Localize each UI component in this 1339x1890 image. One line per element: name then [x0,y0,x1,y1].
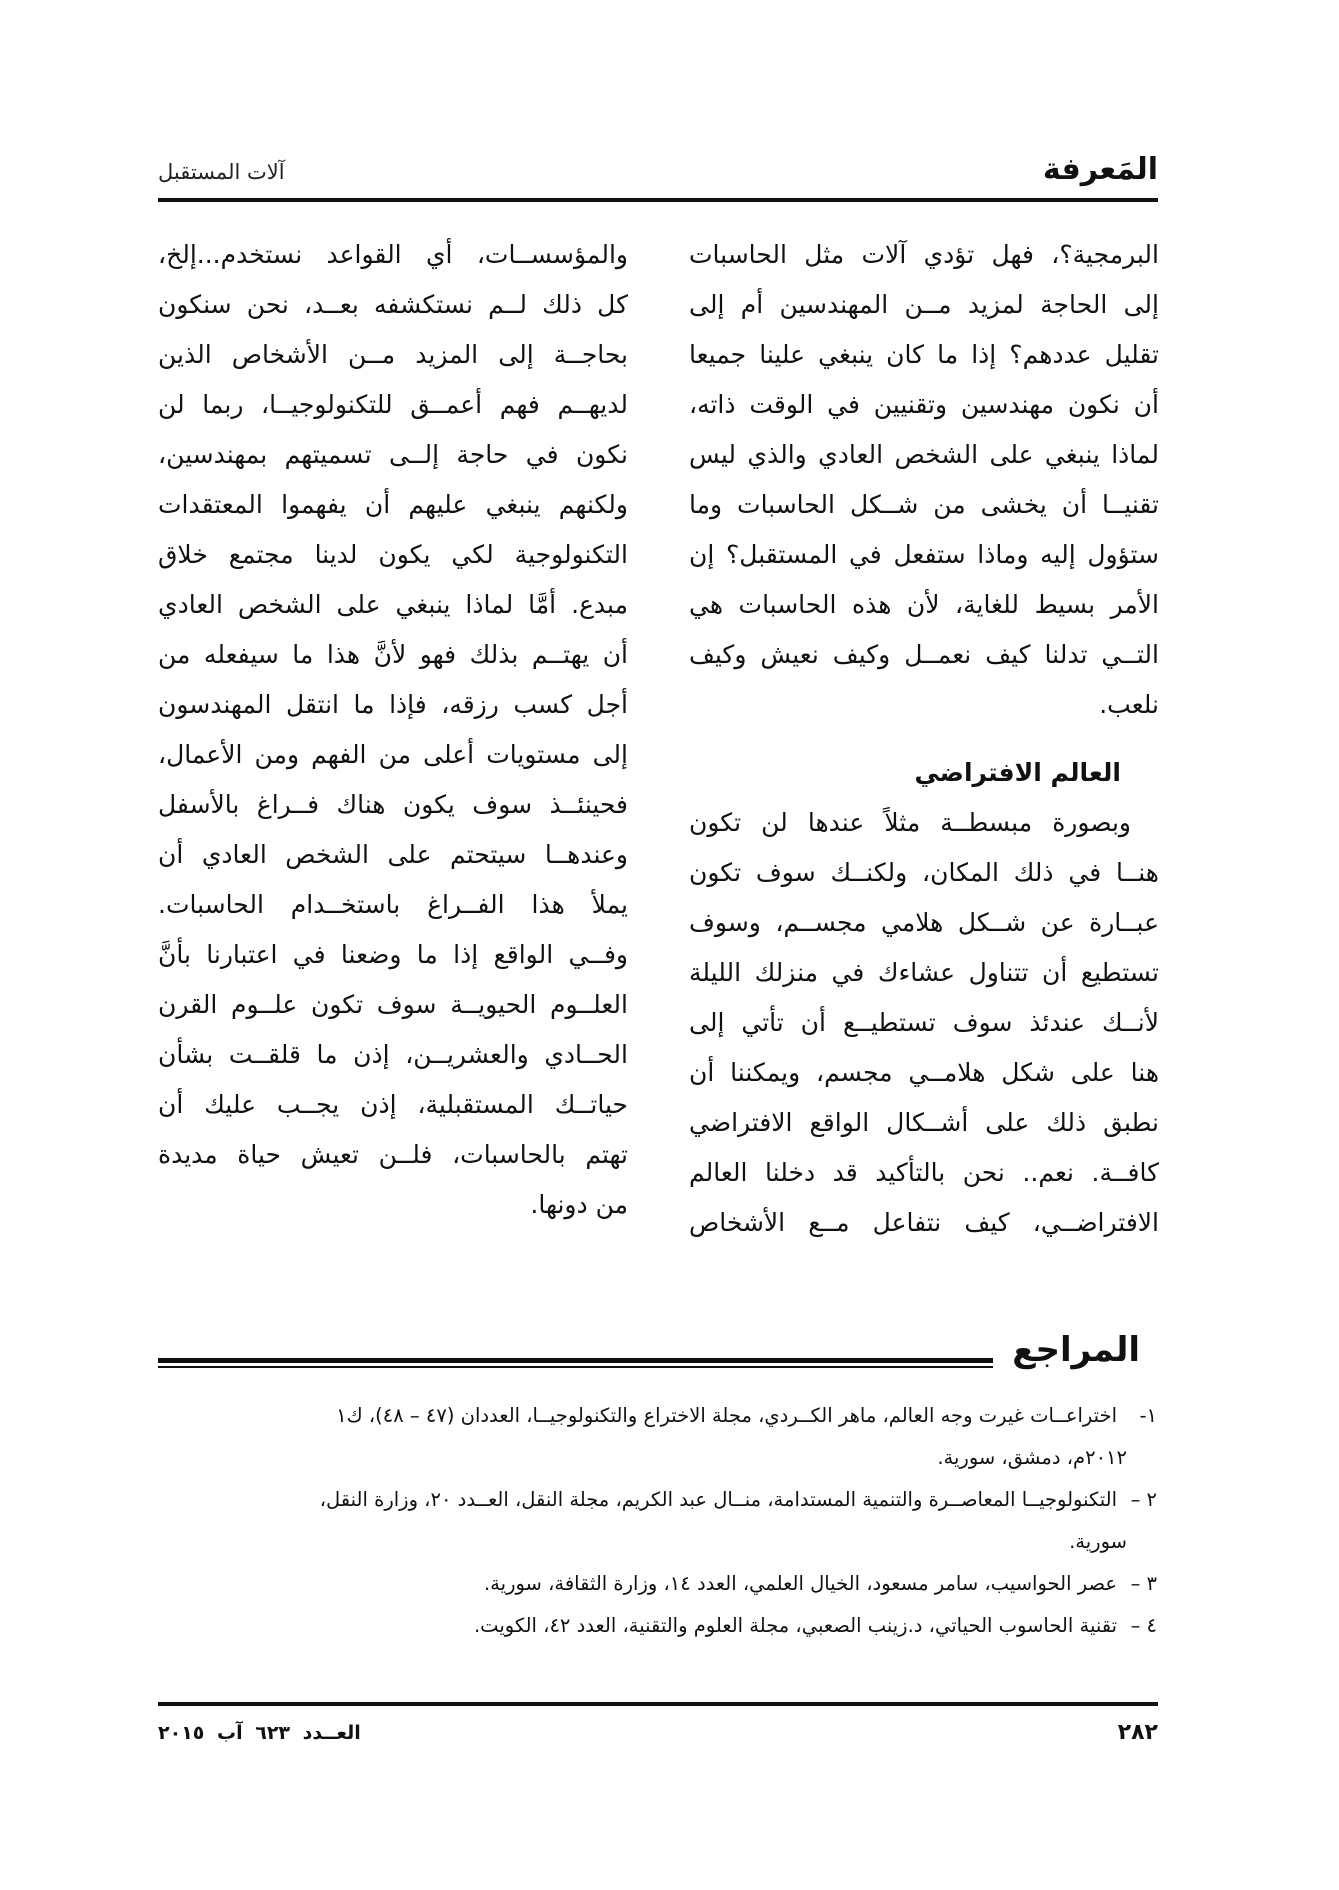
text-line: أجل كسب رزقه، فإذا ما انتقل المهندسون [158,690,628,719]
page-header [158,148,1158,200]
reference-number: ٣ – [1130,1572,1157,1595]
text-line: العلــوم الحيويــة سوف تكون علــوم القرن [158,990,628,1019]
text-line: تستطيع أن تتناول عشاءك في منزلك الليلة [689,958,1159,987]
references-rule-thick [158,1358,993,1363]
text-line: تقليل عددهم؟ إذا ما كان ينبغي علينا جميعا [689,340,1159,369]
footer-rule [158,1702,1158,1706]
text-line: فحينئــذ سوف يكون هناك فــراغ بالأسفل [158,790,628,819]
references-rule-thin [158,1366,993,1368]
text-line: البرمجية؟، فهل تؤدي آلات مثل الحاسبات [689,240,1159,269]
header-rule [158,198,1158,202]
text-line: وبصورة مبسطــة مثلاً عندها لن تكون [689,808,1131,837]
text-line: لديهــم فهم أعمــق للتكنولوجيــا، ربما لن [158,390,628,419]
reference-number: ٤ – [1130,1614,1157,1637]
text-line: وعندهــا سيتحتم على الشخص العادي أن [158,840,628,869]
text-line: تقنيــا أن يخشى من شــكل الحاسبات وما [689,490,1159,519]
reference-text: اختراعــات غيرت وجه العالم، ماهر الكــردي، مجلة الاختراع والتكنولوجيــا، العددان (٤٧ – ٤٨)، ك١ [336,1404,1117,1427]
references-heading [158,1330,1158,1382]
paragraph-2 [689,798,1159,1248]
magazine-logo: المَعرفة [1042,152,1158,187]
reference-item [157,1563,1157,1605]
reference-text-continued: سورية. [1069,1530,1127,1553]
reference-number: ١- [1139,1404,1157,1427]
text-line: أن نكون مهندسين وتقنيين في الوقت ذاته، [689,390,1159,419]
text-line: نلعب. [1099,690,1159,719]
page-number: ٢٨٢ [1117,1720,1158,1745]
text-line: أن يهتــم بذلك فهو لأنَّ هذا ما سيفعله من [158,640,628,669]
text-line: تهتم بالحاسبات، فلــن تعيش حياة مديدة [158,1140,628,1169]
text-line: عبــارة عن شــكل هلامي مجســم، وسوف [689,908,1159,937]
text-line: هنــا في ذلك المكان، ولكنــك سوف تكون [689,858,1159,887]
text-line: إلى مستويات أعلى من الفهم ومن الأعمال، [158,740,628,769]
text-line: الافتراضــي، كيف نتفاعل مــع الأشخاص [689,1208,1159,1237]
text-line: التكنولوجية لكي يكون لدينا مجتمع خلاق [158,540,628,569]
reference-item [157,1395,1157,1479]
text-line: حياتــك المستقبلية، إذن يجــب عليك أن [158,1090,628,1119]
text-line: مبدع. أمَّا لماذا ينبغي على الشخص العادي [158,590,628,619]
text-line: بحاجــة إلى المزيد مــن الأشخاص الذين [158,340,628,369]
text-line: لأنــك عندئذ سوف تستطيــع أن تأتي إلى [689,1008,1159,1037]
text-line: وفــي الواقع إذا ما وضعنا في اعتبارنا بأنَّ [158,940,628,969]
reference-text: عصر الحواسيب، سامر مسعود، الخيال العلمي، العدد ١٤، وزارة الثقافة، سورية. [483,1572,1117,1595]
text-line: ولكنهم ينبغي عليهم أن يفهموا المعتقدات [158,490,628,519]
text-line: كافــة. نعم.. نحن بالتأكيد قد دخلنا العالم [689,1158,1159,1187]
reference-item [157,1605,1157,1647]
text-line: ستؤول إليه وماذا ستفعل في المستقبل؟ إن [689,540,1159,569]
reference-text: التكنولوجيــا المعاصــرة والتنمية المستدامة، منــال عبد الكريم، مجلة النقل، العــدد ٢٠، وزارة النقل، [319,1488,1117,1511]
text-line: نكون في حاجة إلــى تسميتهم بمهندسين، [158,440,628,469]
text-line: والمؤسســات، أي القواعد نستخدم...إلخ، [158,240,628,269]
paragraph-1 [689,230,1159,730]
right-column [689,230,1159,1248]
left-column [158,230,628,1230]
references-title: المراجع [1012,1330,1140,1370]
reference-text: تقنية الحاسوب الحياتي، د.زينب الصعبي، مجلة العلوم والتقنية، العدد ٤٢، الكويت. [473,1614,1117,1637]
text-line: هنا على شكل هلامــي مجسم، ويمكننا أن [689,1058,1159,1087]
text-line: الأمر بسيط للغاية، لأن هذه الحاسبات هي [689,590,1159,619]
text-line: نطبق ذلك على أشــكال الواقع الافتراضي [689,1108,1159,1137]
section-subheading: العالم الافتراضي [914,758,1121,787]
page-footer [158,1720,1158,1760]
text-line: إلى الحاجة لمزيد مــن المهندسين أم إلى [689,290,1159,319]
running-title: آلات المستقبل [158,160,285,184]
issue-info: العــدد ٦٢٣ آب ٢٠١٥ [158,1722,361,1744]
text-line: الحــادي والعشريــن، إذن ما قلقــت بشأن [158,1040,628,1069]
text-line: من دونها. [530,1190,628,1219]
reference-number: ٢ – [1130,1488,1157,1511]
text-line: كل ذلك لــم نستكشفه بعــد، نحن سنكون [158,290,628,319]
text-line: التــي تدلنا كيف نعمــل وكيف نعيش وكيف [689,640,1159,669]
reference-text-continued: ٢٠١٢م، دمشق، سورية. [937,1446,1127,1469]
references-list [157,1395,1157,1647]
text-line: لماذا ينبغي على الشخص العادي والذي ليس [689,440,1159,469]
reference-item [157,1479,1157,1563]
text-line: يملأ هذا الفــراغ باستخــدام الحاسبات. [158,890,628,919]
